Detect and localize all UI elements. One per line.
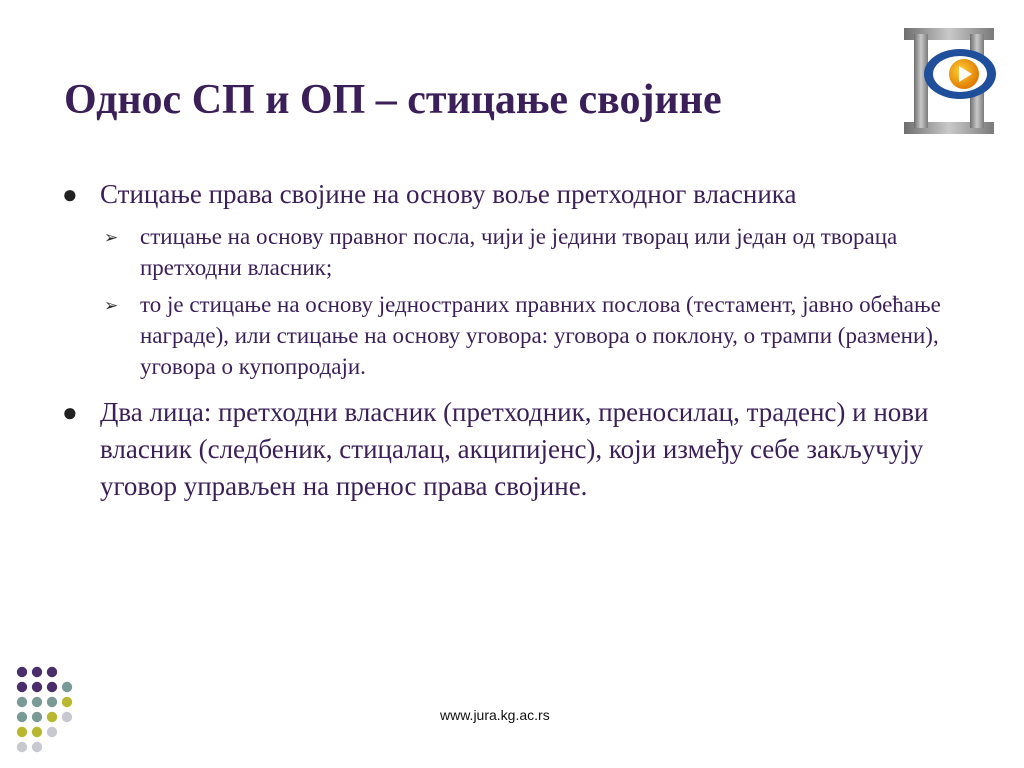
bullet-marker: ●	[62, 180, 78, 209]
bullet-text: Стицање права својине на основу воље претходног власника	[100, 179, 797, 209]
decorative-dot	[62, 697, 72, 707]
decorative-dot	[17, 742, 27, 752]
decorative-dot	[47, 667, 57, 677]
bullet-item	[60, 176, 960, 213]
decorative-dot	[62, 712, 72, 722]
dot-grid-icon	[14, 664, 104, 760]
bullet-text: Два лица: претходни власник (претходник, преносилац, траденс) и нови власник (следбеник, стицалац, акципијенс), који између себе закључују уговор управљен на пренос права својине.	[100, 397, 929, 501]
decorative-dot	[47, 682, 57, 692]
decorative-dot	[32, 667, 42, 677]
decorative-dot	[32, 742, 42, 752]
footer-url: www.jura.kg.ac.rs	[440, 707, 550, 723]
arrow-bullet-icon: ➢	[104, 228, 119, 247]
decorative-dot	[47, 697, 57, 707]
decorative-dot	[32, 712, 42, 722]
sub-bullet-item	[60, 289, 960, 382]
bullet-item	[60, 394, 960, 505]
decorative-dot	[62, 682, 72, 692]
decorative-dot	[32, 697, 42, 707]
law-faculty-logo-icon	[898, 22, 1004, 138]
slide-content	[60, 176, 960, 505]
sub-bullet-item	[60, 221, 960, 283]
decorative-dot	[17, 682, 27, 692]
sub-bullet-text: стицање на основу правног посла, чији је једини творац или један од твораца претходни власник;	[140, 224, 898, 280]
slide-title: Однос СП и ОП – стицање својине	[64, 77, 722, 123]
decorative-dot	[17, 727, 27, 737]
sub-bullet-text: то је стицање на основу једностраних правних послова (тестамент, јавно обећање награде), или стицање на основу уговора: уговора о поклону, о трампи (размени), уговора о купопродаји.	[140, 292, 941, 379]
decorative-dot	[17, 712, 27, 722]
decorative-dot	[47, 712, 57, 722]
decorative-dot	[17, 667, 27, 677]
arrow-bullet-icon: ➢	[104, 296, 119, 315]
bullet-marker: ●	[62, 398, 78, 427]
decorative-dot	[32, 682, 42, 692]
decorative-dot	[47, 727, 57, 737]
decorative-dot	[17, 697, 27, 707]
decorative-dot	[32, 727, 42, 737]
